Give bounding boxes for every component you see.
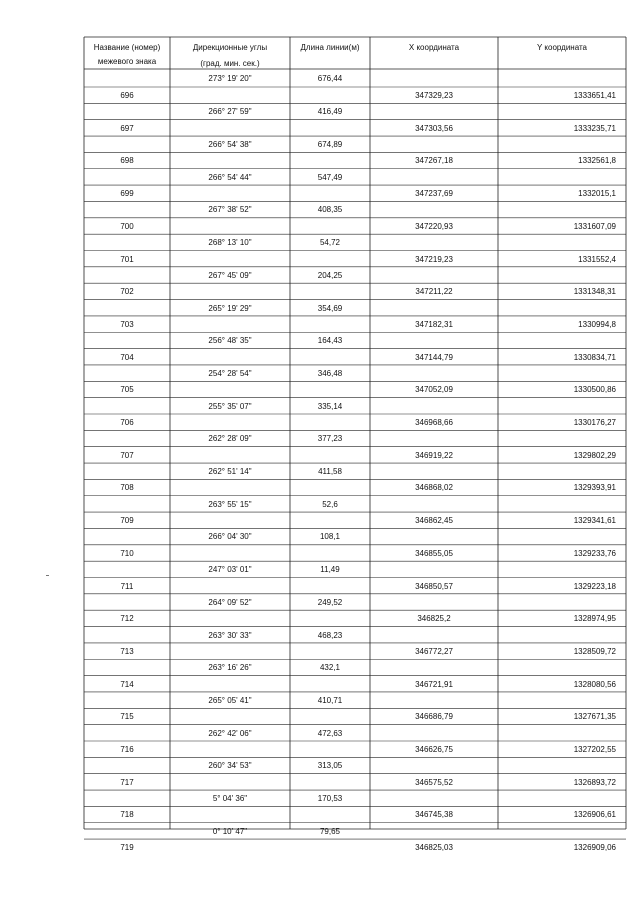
point-name: 701 (120, 254, 134, 264)
segment-angle: 254° 28' 54" (208, 368, 252, 378)
point-y: 1329223,18 (573, 581, 616, 591)
point-name: 698 (120, 156, 134, 166)
point-y: 1333235,71 (573, 123, 616, 133)
point-y: 1328509,72 (573, 646, 616, 656)
point-y: 1326893,72 (573, 777, 616, 787)
point-x: 346686,79 (415, 712, 453, 722)
segment-length: 11,49 (320, 565, 340, 575)
segment-length: 377,23 (317, 434, 343, 444)
first-segment-length: 676,44 (317, 74, 343, 83)
segment-angle: 262° 42' 06" (208, 728, 252, 738)
point-y: 1326906,61 (573, 810, 616, 820)
segment-angle: 255° 35' 07" (208, 401, 252, 411)
segment-length: 416,49 (317, 107, 343, 117)
point-name: 708 (120, 483, 134, 493)
segment-angle: 263° 55' 15" (208, 499, 252, 509)
segment-angle: 266° 04' 30" (208, 532, 252, 542)
segment-length: 410,71 (317, 695, 343, 705)
segment-length: 408,35 (317, 205, 343, 215)
point-x: 346862,45 (415, 516, 453, 526)
point-name: 718 (120, 810, 134, 820)
header-name-line1: Название (номер) (93, 43, 161, 52)
header-angle-line2: (град. мин. сек.) (200, 59, 260, 68)
point-x: 346919,22 (415, 450, 453, 460)
point-name: 699 (120, 189, 134, 199)
segment-angle: 266° 27' 59" (208, 107, 252, 117)
segment-angle: 0° 10' 47" (212, 826, 248, 836)
segment-length: 108,1 (319, 532, 341, 542)
point-x: 347220,93 (415, 221, 453, 231)
segment-angle: 263° 16' 26" (208, 663, 252, 673)
segment-angle: 263° 30' 33" (208, 630, 252, 640)
segment-length: 432,1 (319, 663, 341, 673)
segment-length: 354,69 (317, 303, 343, 313)
header-x: X координата (408, 43, 460, 52)
point-x: 346855,05 (415, 548, 453, 558)
point-y: 1327202,55 (573, 745, 616, 754)
point-name: 715 (120, 712, 134, 722)
point-name: 696 (120, 91, 134, 100)
segment-angle: 267° 45' 09" (208, 270, 252, 280)
point-x: 347329,23 (415, 91, 453, 100)
point-name: 716 (120, 745, 134, 754)
point-x: 346850,57 (415, 581, 453, 591)
segment-length: 674,89 (317, 140, 343, 150)
point-y: 1329341,61 (573, 516, 616, 526)
point-x: 346825,2 (417, 614, 451, 624)
point-x: 346825,03 (415, 843, 453, 853)
point-name: 697 (120, 123, 134, 133)
segment-length: 468,23 (317, 630, 343, 640)
point-y: 1331552,4 (578, 254, 616, 264)
point-name: 705 (120, 385, 134, 395)
point-x: 346626,75 (415, 745, 453, 754)
point-name: 704 (120, 352, 134, 362)
segment-length: 249,52 (317, 597, 343, 607)
point-y: 1329393,91 (573, 483, 616, 493)
point-x: 347144,79 (415, 352, 453, 362)
point-y: 1331607,09 (573, 221, 616, 231)
point-name: 712 (120, 614, 134, 624)
point-name: 707 (120, 450, 134, 460)
header-length: Длина линии(м) (300, 43, 360, 52)
point-name: 719 (120, 843, 134, 853)
segment-angle: 266° 54' 38" (208, 140, 252, 150)
segment-angle: 262° 51' 14" (208, 467, 252, 477)
segment-length: 204,25 (317, 270, 343, 280)
point-y: 1330994,8 (578, 319, 616, 329)
point-x: 347237,69 (415, 189, 453, 199)
point-name: 703 (120, 319, 134, 329)
segment-length: 411,58 (318, 467, 342, 477)
header-angle-line1: Дирекционные углы (192, 43, 268, 52)
point-x: 346745,38 (415, 810, 453, 820)
header-name-line2: межевого знака (97, 57, 157, 66)
point-y: 1333651,41 (573, 91, 616, 100)
point-x: 346968,66 (415, 418, 453, 427)
point-y: 1326909,06 (573, 843, 616, 853)
segment-angle: 265° 05' 41" (208, 695, 252, 705)
point-x: 347052,09 (415, 385, 453, 395)
point-name: 717 (120, 777, 134, 787)
segment-length: 335,14 (317, 401, 343, 411)
segment-angle: 260° 34' 53" (208, 761, 252, 771)
point-y: 1329233,76 (573, 548, 616, 558)
point-x: 346721,91 (415, 679, 453, 689)
segment-angle: 266° 54' 44" (208, 172, 252, 182)
point-x: 346772,27 (415, 646, 453, 656)
segment-length: 164,43 (317, 336, 343, 346)
point-x: 347219,23 (415, 254, 453, 264)
segment-length: 52,6 (322, 499, 338, 509)
segment-length: 547,49 (317, 172, 343, 182)
segment-length: 54,72 (319, 238, 341, 248)
point-name: 710 (120, 548, 134, 558)
point-x: 346868,02 (415, 483, 453, 493)
point-x: 346575,52 (415, 777, 453, 787)
header-y: Y координата (536, 43, 588, 52)
point-y: 1332015,1 (578, 189, 616, 199)
point-x: 347267,18 (415, 156, 453, 166)
point-name: 711 (120, 581, 134, 591)
segment-length: 79,65 (319, 826, 341, 836)
point-y: 1329802,29 (573, 450, 616, 460)
point-y: 1328080,56 (573, 679, 616, 689)
segment-length: 472,63 (317, 728, 343, 738)
point-y: 1331348,31 (573, 287, 616, 297)
point-y: 1330834,71 (573, 352, 616, 362)
segment-length: 170,53 (317, 794, 343, 804)
point-name: 700 (120, 221, 134, 231)
point-y: 1330500,86 (573, 385, 616, 395)
segment-angle: 264° 09' 52" (208, 597, 252, 607)
segment-angle: 5° 04' 36" (212, 794, 248, 804)
point-x: 347303,56 (415, 123, 453, 133)
segment-angle: 267° 38' 52" (208, 205, 252, 215)
point-y: 1327671,35 (573, 712, 616, 722)
segment-angle: 268° 13' 10" (208, 238, 252, 248)
point-name: 709 (120, 516, 134, 526)
margin-mark (46, 575, 49, 576)
point-x: 347211,22 (415, 287, 453, 297)
segment-angle: 256° 48' 35" (208, 336, 252, 346)
segment-angle: 247° 03' 01" (208, 565, 252, 575)
point-name: 713 (120, 646, 134, 656)
segment-length: 346,48 (317, 368, 343, 378)
point-y: 1330176,27 (573, 418, 616, 427)
point-name: 706 (120, 418, 134, 427)
segment-length: 313,05 (317, 761, 343, 771)
first-segment-angle: 273° 19' 20" (208, 74, 252, 83)
point-name: 714 (120, 679, 134, 689)
point-name: 702 (120, 287, 134, 297)
point-y: 1328974,95 (573, 614, 616, 624)
point-x: 347182,31 (415, 319, 453, 329)
point-y: 1332561,8 (578, 156, 616, 166)
segment-angle: 265° 19' 29" (208, 303, 252, 313)
segment-angle: 262° 28' 09" (208, 434, 252, 444)
